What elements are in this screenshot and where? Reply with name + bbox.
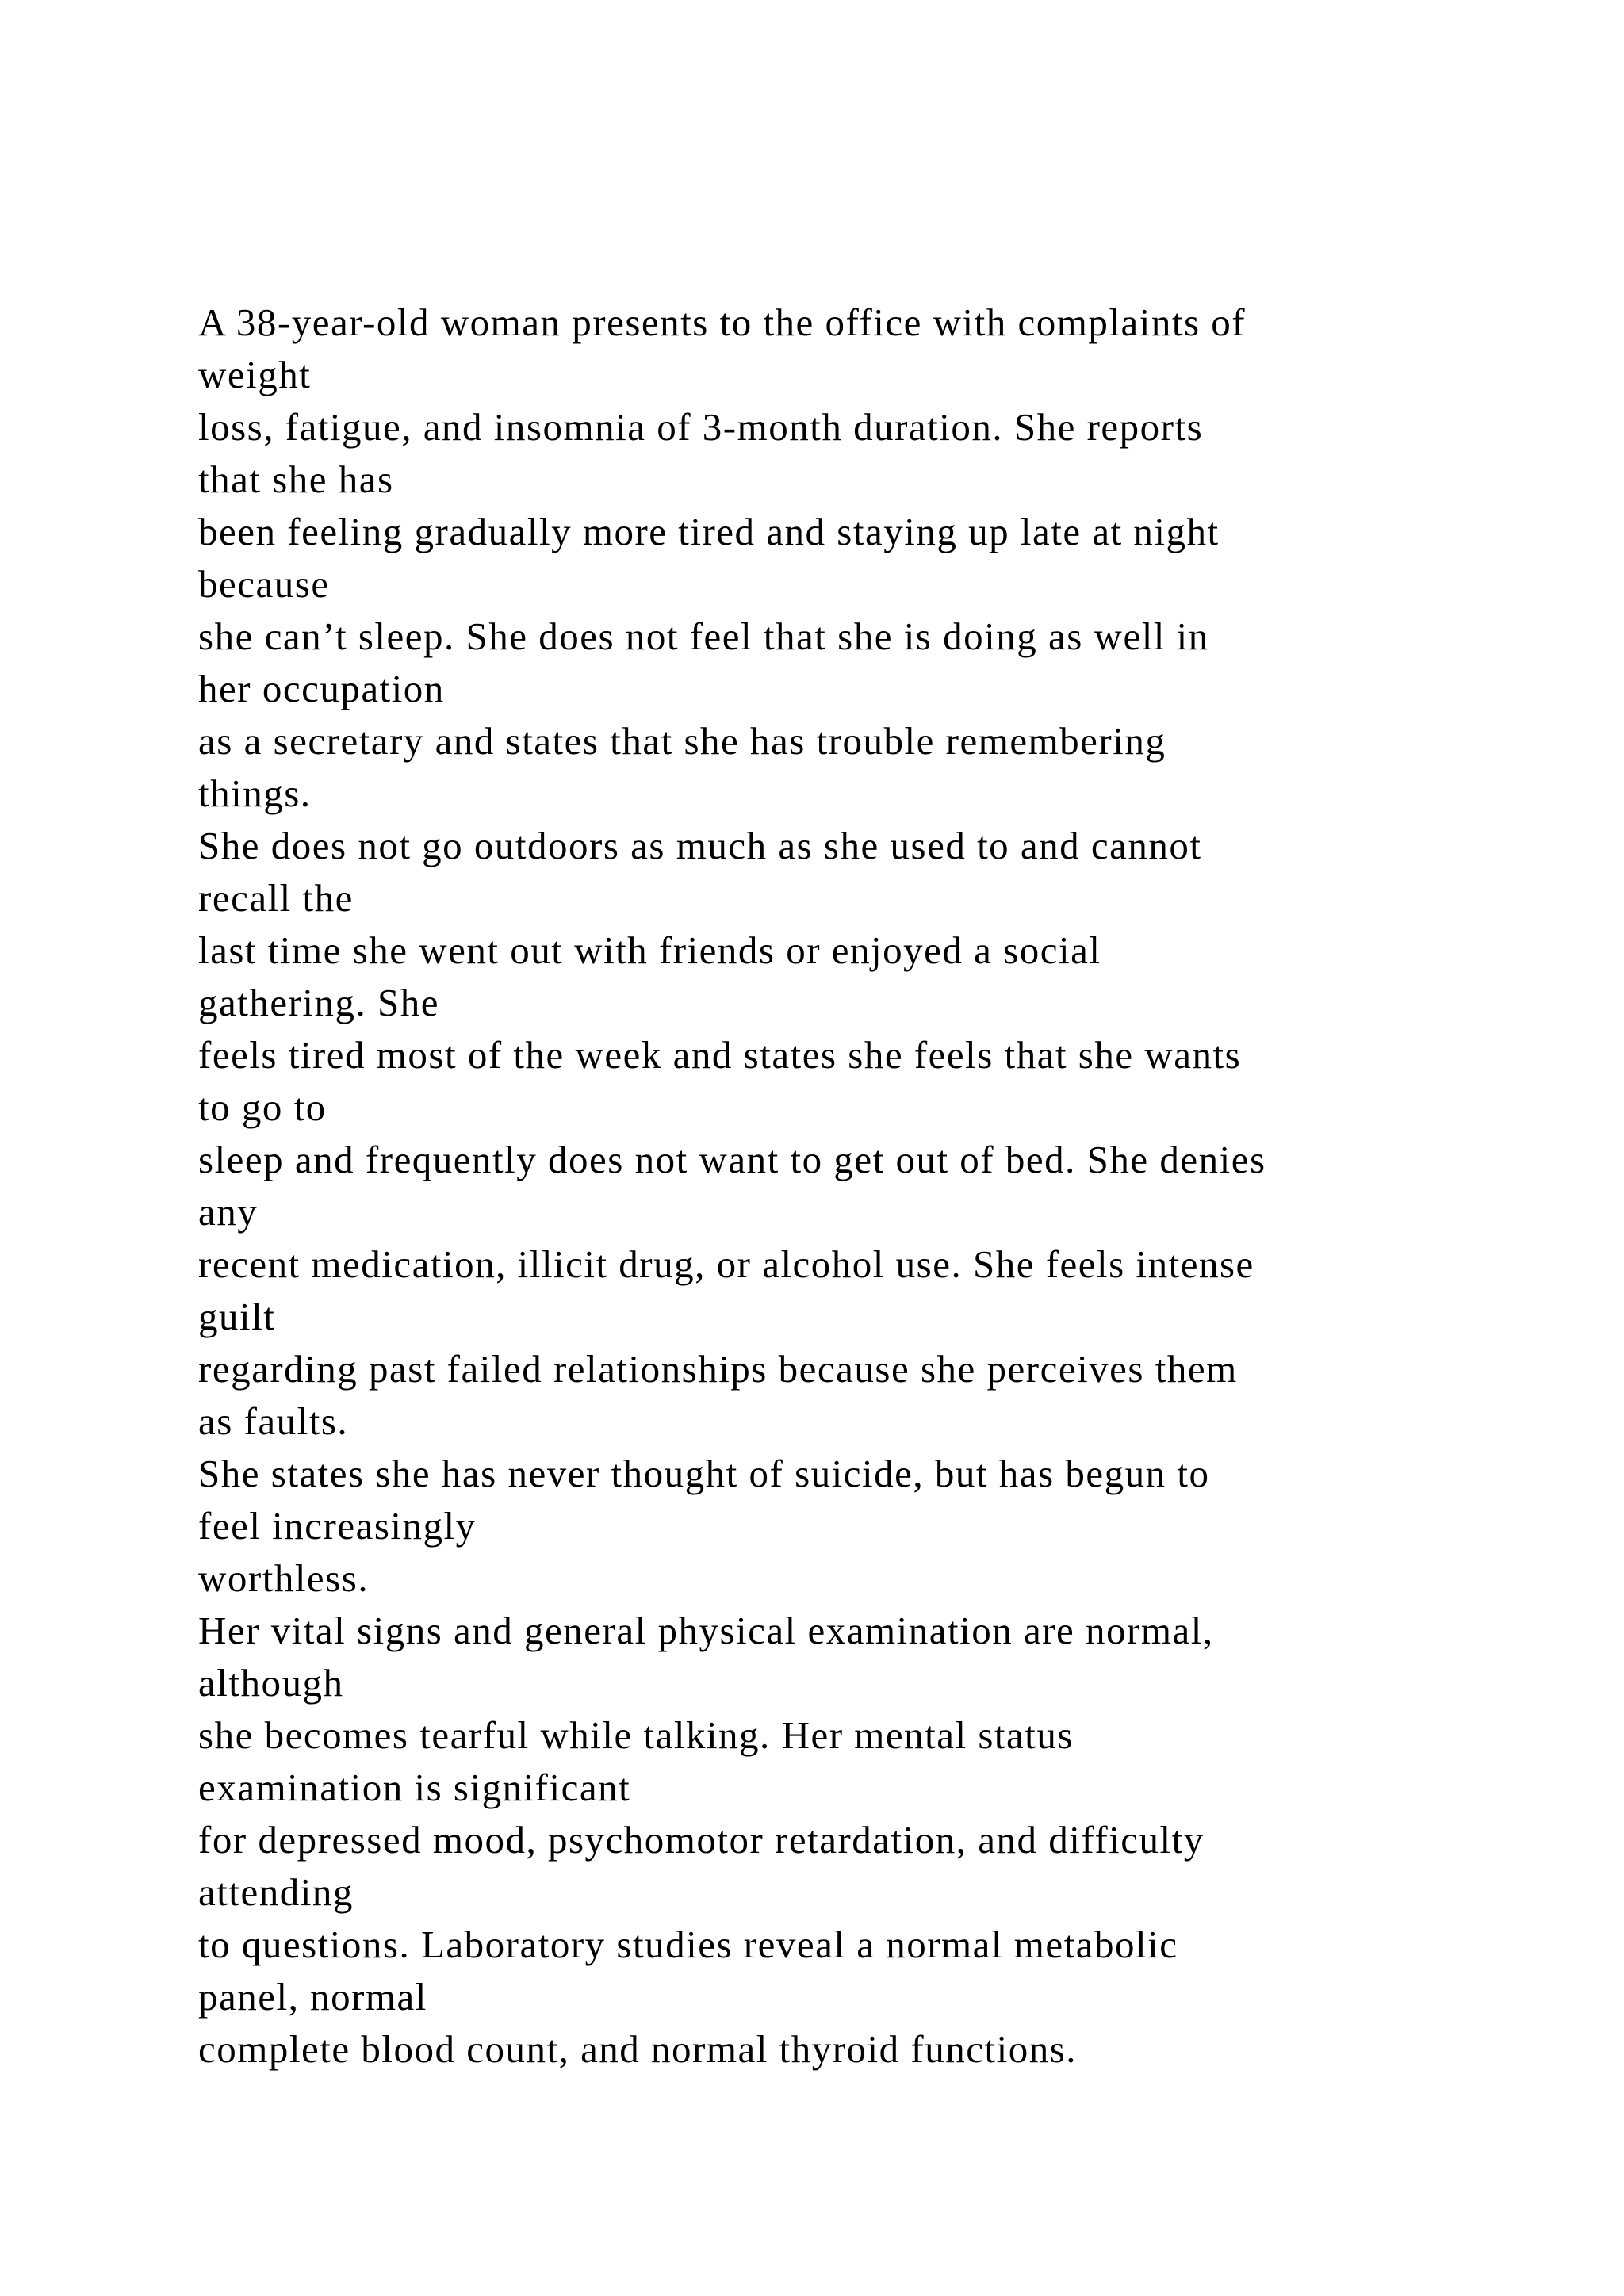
text-line: Her vital signs and general physical examination are normal, xyxy=(198,1609,1214,1652)
text-line: weight xyxy=(198,353,312,396)
text-line: as faults. xyxy=(198,1399,349,1443)
text-line: she becomes tearful while talking. Her mental status xyxy=(198,1713,1074,1757)
text-line: She states she has never thought of suicide, but has begun to xyxy=(198,1452,1210,1495)
text-line: that she has xyxy=(198,457,394,501)
text-line: as a secretary and states that she has trouble remembering xyxy=(198,719,1166,763)
text-line: to questions. Laboratory studies reveal a normal metabolic xyxy=(198,1923,1178,1966)
text-line: although xyxy=(198,1661,344,1705)
text-line: feel increasingly xyxy=(198,1504,477,1548)
text-line: because xyxy=(198,562,330,606)
text-line: gathering. She xyxy=(198,981,440,1024)
text-line: any xyxy=(198,1190,259,1234)
text-line: worthless. xyxy=(198,1556,370,1600)
text-line: recent medication, illicit drug, or alcohol use. She feels intense xyxy=(198,1242,1254,1286)
text-line: last time she went out with friends or enjoyed a social xyxy=(198,928,1101,972)
text-line: sleep and frequently does not want to get out of bed. She denies xyxy=(198,1138,1266,1181)
text-line: attending xyxy=(198,1870,354,1914)
text-line: to go to xyxy=(198,1085,327,1129)
case-description-text xyxy=(198,297,1546,2076)
text-line: regarding past failed relationships because she perceives them xyxy=(198,1347,1238,1391)
text-line: examination is significant xyxy=(198,1766,631,1809)
text-line: been feeling gradually more tired and staying up late at night xyxy=(198,510,1220,553)
text-line: A 38-year-old woman presents to the office with complaints of xyxy=(198,300,1247,344)
text-line: guilt xyxy=(198,1295,276,1338)
text-line: for depressed mood, psychomotor retardation, and difficulty xyxy=(198,1818,1205,1862)
text-line: loss, fatigue, and insomnia of 3-month duration. She reports xyxy=(198,405,1204,449)
text-line: she can’t sleep. She does not feel that she is doing as well in xyxy=(198,614,1209,658)
text-line: feels tired most of the week and states she feels that she wants xyxy=(198,1033,1242,1077)
text-line: She does not go outdoors as much as she used to and cannot xyxy=(198,824,1202,867)
text-line: recall the xyxy=(198,876,354,920)
text-line: complete blood count, and normal thyroid functions. xyxy=(198,2027,1078,2071)
text-line: her occupation xyxy=(198,667,445,710)
text-line: panel, normal xyxy=(198,1975,427,2019)
text-line: things. xyxy=(198,771,312,815)
